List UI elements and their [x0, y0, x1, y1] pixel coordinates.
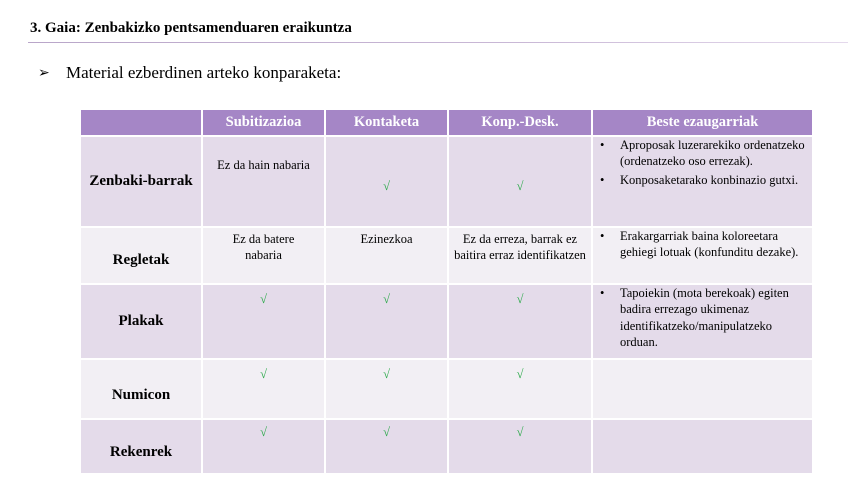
table-row: [80, 284, 813, 359]
cell-beste: [592, 419, 813, 474]
list-item: • Erakargarriak baina koloreetara gehiegi lotuak (konfunditu dezake).: [593, 228, 812, 261]
header-beste-ezaugarriak: Beste ezaugarriak: [592, 109, 813, 136]
cell-beste: [592, 136, 813, 227]
header-kontaketa: Kontaketa: [325, 109, 448, 136]
check-icon: √: [202, 284, 325, 359]
header-subitizazioa: Subitizazioa: [202, 109, 325, 136]
check-icon: √: [448, 419, 592, 474]
intro-text: Material ezberdinen arteko konparaketa:: [66, 63, 342, 82]
cell-subitizazioa: Ez da hain nabaria: [202, 136, 325, 227]
cell-konp-desk: Ez da erreza, barrak ez baitira erraz identifikatzen: [448, 227, 592, 284]
list-item: • Konposaketarako konbinazio gutxi.: [593, 172, 812, 188]
row-label: Zenbaki-barrak: [80, 136, 202, 227]
header-corner: [80, 109, 202, 136]
table-row: [80, 359, 813, 419]
check-icon: √: [325, 284, 448, 359]
row-label: Regletak: [80, 227, 202, 284]
row-label: Plakak: [80, 284, 202, 359]
check-icon: √: [448, 359, 592, 419]
table-header-row: [80, 109, 813, 136]
slide-title: 3. Gaia: Zenbakizko pentsamenduaren eraikuntza: [30, 20, 352, 36]
row-label: Numicon: [80, 359, 202, 419]
cell-kontaketa: Ezinezkoa: [325, 227, 448, 284]
table-row: [80, 136, 813, 227]
cell-subitizazioa: Ez da batere nabaria: [202, 227, 325, 284]
list-item: • Aproposak luzerarekiko ordenatzeko (ordenatzeko oso errezak).: [593, 137, 812, 170]
comparison-table: [79, 108, 814, 475]
cell-beste: [592, 359, 813, 419]
check-icon: √: [202, 419, 325, 474]
intro-bullet: [38, 63, 341, 83]
check-icon: √: [448, 136, 592, 227]
header-konp-desk: Konp.-Desk.: [448, 109, 592, 136]
list-item: • Tapoiekin (mota berekoak) egiten badira errezago ukimenaz identifikatzeko/manipulatzeko orduan.: [593, 285, 812, 350]
arrow-bullet-icon: ➢: [38, 65, 50, 81]
check-icon: √: [448, 284, 592, 359]
check-icon: √: [325, 136, 448, 227]
check-icon: √: [325, 359, 448, 419]
title-divider: [28, 42, 848, 43]
cell-beste: [592, 284, 813, 359]
table-row: [80, 419, 813, 474]
table-row: [80, 227, 813, 284]
check-icon: √: [325, 419, 448, 474]
cell-beste: [592, 227, 813, 284]
row-label: Rekenrek: [80, 419, 202, 474]
check-icon: √: [202, 359, 325, 419]
